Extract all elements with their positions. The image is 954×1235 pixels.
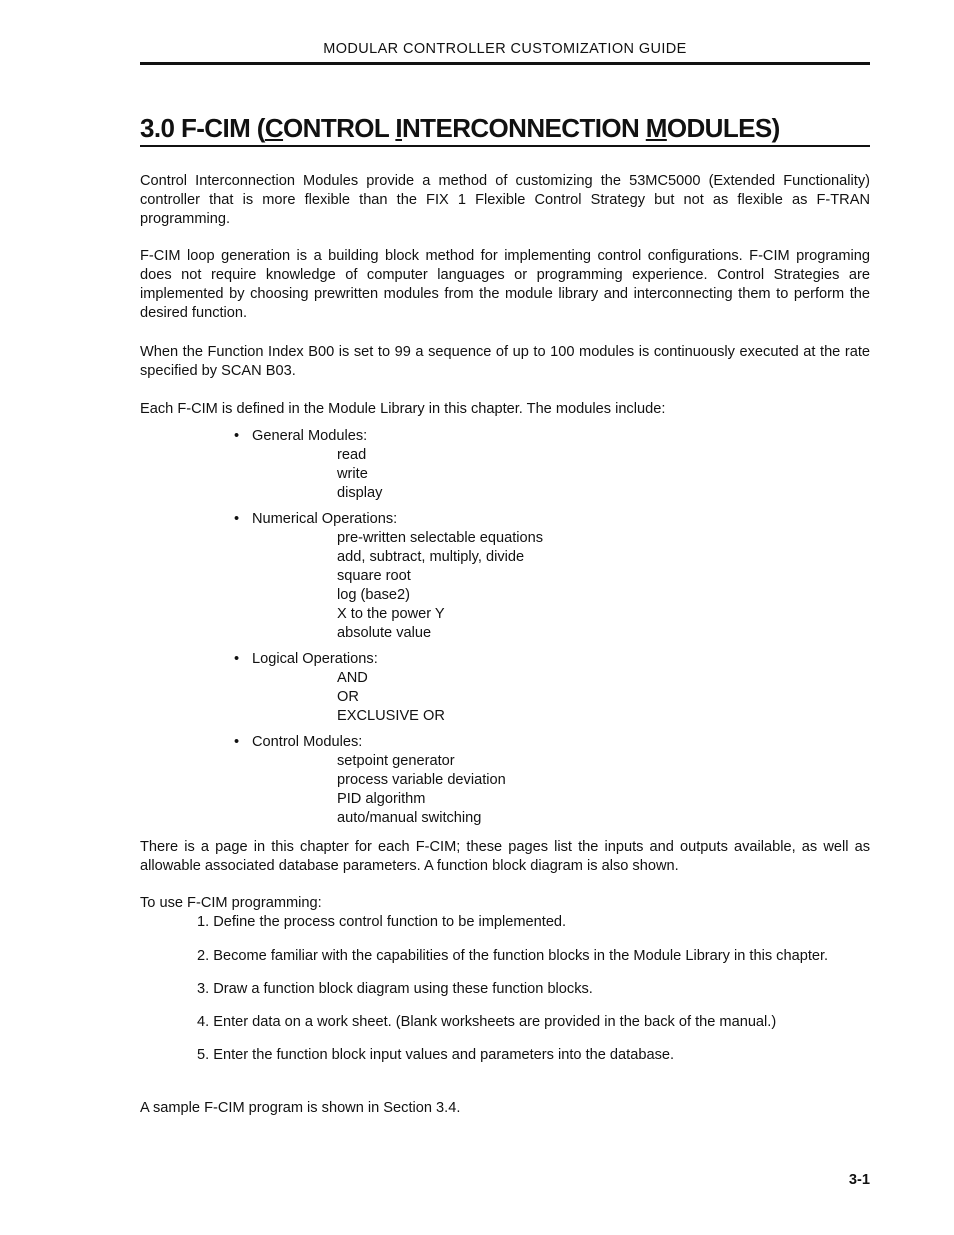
bullet: •	[234, 428, 240, 444]
module-item: read	[337, 447, 367, 463]
steps-list	[197, 913, 870, 1080]
library-intro-paragraph: Each F-CIM is defined in the Module Library in this chapter. The modules include:	[140, 401, 666, 417]
module-group-heading: General Modules:	[252, 428, 368, 444]
module-group-numerical	[234, 510, 834, 643]
module-item: display	[337, 485, 383, 501]
module-item: write	[337, 466, 368, 482]
page-per-module-paragraph: There is a page in this chapter for each F-CIM; these pages list the inputs and outputs available, as well as allowable associated database parameters. A function block diagram is also shown.	[140, 839, 870, 874]
running-header: MODULAR CONTROLLER CUSTOMIZATION GUIDE	[323, 41, 687, 57]
module-group-control	[234, 733, 834, 828]
module-items	[234, 529, 834, 643]
module-item: PID algorithm	[337, 791, 426, 807]
module-items	[234, 669, 834, 726]
step-item: 1. Define the process control function to be implemented.	[197, 914, 567, 930]
module-group-heading: Logical Operations:	[252, 651, 378, 667]
module-group-general	[234, 427, 834, 503]
to-use-heading: To use F-CIM programming:	[140, 895, 322, 911]
module-item: log (base2)	[337, 587, 411, 603]
bullet: •	[234, 511, 240, 527]
chapter-title-part1: ONTROL	[283, 113, 396, 143]
chapter-title-initial-m: M	[645, 113, 667, 143]
step-item: 2. Become familiar with the capabilities of the function blocks in the Module Library in this chapter.	[197, 948, 829, 964]
module-item: add, subtract, multiply, divide	[337, 549, 525, 565]
module-items	[234, 752, 834, 828]
loop-generation-paragraph: F-CIM loop generation is a building block method for implementing control configurations. F-CIM programing does not require knowledge of computer languages or programming experience. Control Strategies are implemented by choosing prewritten modules from the module library and interconnecting them to perform the desired function.	[140, 248, 870, 321]
step-item: 5. Enter the function block input values and parameters into the database.	[197, 1047, 675, 1063]
header-rule	[140, 62, 870, 65]
module-list	[234, 427, 834, 828]
intro-paragraph: Control Interconnection Modules provide a method of customizing the 53MC5000 (Extended Functionality) controller that is more flexible than the FIX 1 Flexible Control Strategy but not as flexible as F-TRAN programming.	[140, 173, 870, 227]
module-group-heading: Numerical Operations:	[252, 511, 398, 527]
bullet: •	[234, 651, 240, 667]
module-group-logical	[234, 650, 834, 726]
module-item: auto/manual switching	[337, 810, 482, 826]
module-item: process variable deviation	[337, 772, 506, 788]
chapter-title-part2: NTERCONNECTION	[402, 113, 646, 143]
module-item: AND	[337, 670, 368, 686]
chapter-title-initial-c: C	[264, 113, 284, 143]
module-item: EXCLUSIVE OR	[337, 708, 445, 724]
module-item: X to the power Y	[337, 606, 445, 622]
module-item: setpoint generator	[337, 753, 455, 769]
chapter-title-part3: ODULES)	[666, 113, 780, 143]
module-item: OR	[337, 689, 359, 705]
function-index-paragraph: When the Function Index B00 is set to 99 a sequence of up to 100 modules is continuously executed at the rate specified by SCAN B03.	[140, 344, 870, 379]
module-item: pre-written selectable equations	[337, 530, 544, 546]
title-rule	[140, 145, 870, 147]
step-item: 3. Draw a function block diagram using these function blocks.	[197, 981, 593, 997]
module-items	[234, 446, 834, 503]
bullet: •	[234, 734, 240, 750]
step-item: 4. Enter data on a work sheet. (Blank worksheets are provided in the back of the manual.)	[197, 1014, 777, 1030]
document-page	[140, 0, 870, 1235]
sample-paragraph: A sample F-CIM program is shown in Section 3.4.	[140, 1100, 461, 1116]
module-item: square root	[337, 568, 411, 584]
module-group-heading: Control Modules:	[252, 734, 363, 750]
module-item: absolute value	[337, 625, 432, 641]
chapter-title-prefix: 3.0 F-CIM (	[140, 113, 265, 143]
chapter-title	[140, 112, 870, 144]
page-number: 3-1	[848, 1172, 870, 1188]
chapter-title-initial-i: I	[395, 113, 402, 143]
